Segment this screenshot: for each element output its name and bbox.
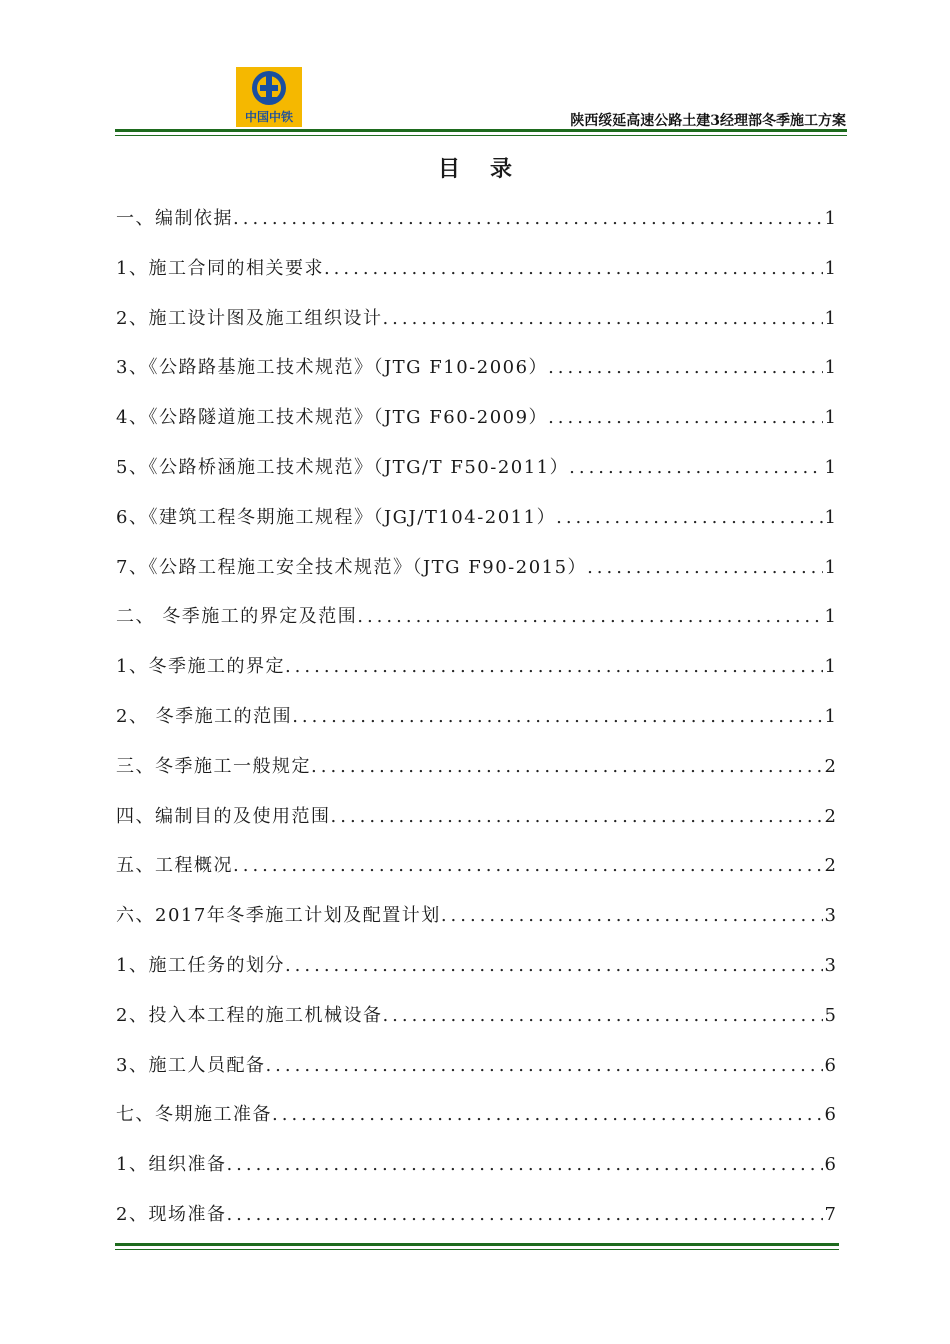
toc-entry-page: 2: [824, 855, 836, 877]
toc-leader-dots: [272, 1090, 823, 1140]
toc-entry[interactable]: [116, 642, 836, 692]
toc-entry-page: 1: [824, 705, 836, 727]
toc-leader-dots: [265, 1041, 822, 1091]
toc-entry-text: 一、编制依据: [116, 208, 233, 229]
toc-entry-text: 五、工程概况: [116, 855, 233, 877]
toc-entry-text: 1、冬季施工的界定: [116, 656, 285, 678]
document-header-title: 陕西绥延高速公路土建3经理部冬季施工方案: [570, 113, 846, 129]
toc-entry-text: 六、2017年冬季施工计划及配置计划: [116, 905, 441, 927]
toc-leader-dots: [357, 592, 822, 642]
header-rule-thin: [115, 135, 847, 136]
toc-entry-page: 3: [824, 905, 836, 927]
toc-entry-page: 1: [824, 307, 836, 329]
toc-entry-text: 1、组织准备: [116, 1154, 227, 1176]
toc-entry[interactable]: [116, 742, 836, 792]
toc-entry[interactable]: [116, 493, 836, 543]
toc-entry-text: 2、 冬季施工的范围: [116, 705, 293, 727]
toc-entry-text: 5、《公路桥涵施工技术规范》（JTG/T F50-2011）: [116, 456, 570, 478]
toc-entry-text: 七、冬期施工准备: [116, 1104, 272, 1126]
toc-entry[interactable]: [116, 343, 836, 393]
toc-entry[interactable]: [116, 941, 836, 991]
toc-leader-dots: [382, 294, 822, 344]
toc-entry[interactable]: [116, 1090, 836, 1140]
toc-entry-text: 1、施工合同的相关要求: [116, 257, 324, 279]
toc-entry-page: 6: [824, 1054, 836, 1076]
toc-entry-page: 6: [824, 1154, 836, 1176]
toc-leader-dots: [382, 991, 822, 1041]
toc-entry-text: 四、编制目的及使用范围: [116, 805, 331, 827]
toc-leader-dots: [233, 194, 823, 244]
toc-entry-page: 1: [824, 357, 836, 379]
toc-entry-page: 1: [824, 506, 836, 528]
toc-leader-dots: [311, 742, 823, 792]
toc-leader-dots: [226, 1190, 822, 1240]
company-logo: [236, 67, 302, 127]
toc-leader-dots: [285, 941, 823, 991]
toc-entry-page: 1: [824, 606, 836, 628]
toc-entry[interactable]: [116, 991, 836, 1041]
toc-entry-text: 6、《建筑工程冬期施工规程》（JGJ/T104-2011）: [116, 506, 557, 528]
toc-leader-dots: [587, 543, 822, 593]
toc-entry[interactable]: [116, 543, 836, 593]
toc-entry-text: 2、施工设计图及施工组织设计: [116, 307, 383, 329]
toc-entry-text: 2、投入本工程的施工机械设备: [116, 1004, 383, 1026]
logo-text: 中国中铁: [244, 110, 293, 124]
header-rule: [115, 129, 847, 132]
toc-entry[interactable]: [116, 294, 836, 344]
toc-entry[interactable]: [116, 692, 836, 742]
toc-entry[interactable]: [116, 891, 836, 941]
footer-rule-thin: [115, 1249, 839, 1250]
toc-leader-dots: [233, 841, 823, 891]
toc-entry[interactable]: [116, 393, 836, 443]
toc-leader-dots: [331, 792, 823, 842]
toc-leader-dots: [548, 343, 822, 393]
toc-leader-dots: [285, 642, 823, 692]
toc-entry[interactable]: [116, 841, 836, 891]
toc-entry-page: 2: [824, 805, 836, 827]
toc-entry-page: 1: [824, 208, 836, 229]
toc-leader-dots: [292, 692, 822, 742]
toc-entry-text: 三、冬季施工一般规定: [116, 755, 311, 777]
table-of-contents: [116, 194, 836, 1240]
toc-entry-text: 二、 冬季施工的界定及范围: [116, 606, 358, 628]
toc-entry-text: 7、《公路工程施工安全技术规范》（JTG F90-2015）: [116, 556, 588, 578]
toc-entry-text: 2、现场准备: [116, 1203, 227, 1225]
toc-entry[interactable]: [116, 1140, 836, 1190]
toc-leader-dots: [548, 393, 822, 443]
footer-rule: [115, 1243, 839, 1246]
toc-entry[interactable]: [116, 1041, 836, 1091]
toc-entry[interactable]: [116, 244, 836, 294]
toc-title: 目录: [437, 156, 542, 182]
toc-entry-page: 1: [824, 407, 836, 429]
toc-entry-page: 2: [824, 755, 836, 777]
toc-entry-page: 7: [824, 1203, 836, 1225]
toc-leader-dots: [556, 493, 822, 543]
toc-entry-text: 3、《公路路基施工技术规范》（JTG F10-2006）: [116, 357, 549, 379]
toc-leader-dots: [226, 1140, 822, 1190]
toc-entry-page: 6: [824, 1104, 836, 1126]
toc-entry-page: 3: [824, 954, 836, 976]
toc-entry-page: 1: [824, 656, 836, 678]
toc-leader-dots: [441, 891, 823, 941]
crec-logo-icon: [236, 67, 302, 109]
toc-leader-dots: [569, 443, 822, 493]
toc-entry[interactable]: [116, 592, 836, 642]
toc-entry-page: 5: [824, 1004, 836, 1026]
toc-entry-page: 1: [824, 556, 836, 578]
toc-entry-text: 3、施工人员配备: [116, 1054, 266, 1076]
toc-entry[interactable]: [116, 194, 836, 244]
toc-entry-text: 4、《公路隧道施工技术规范》（JTG F60-2009）: [116, 407, 549, 429]
toc-entry[interactable]: [116, 443, 836, 493]
toc-entry[interactable]: [116, 792, 836, 842]
toc-entry-page: 1: [824, 456, 836, 478]
toc-entry-text: 1、施工任务的划分: [116, 954, 285, 976]
toc-entry-page: 1: [824, 257, 836, 279]
toc-entry[interactable]: [116, 1190, 836, 1240]
toc-leader-dots: [324, 244, 823, 294]
